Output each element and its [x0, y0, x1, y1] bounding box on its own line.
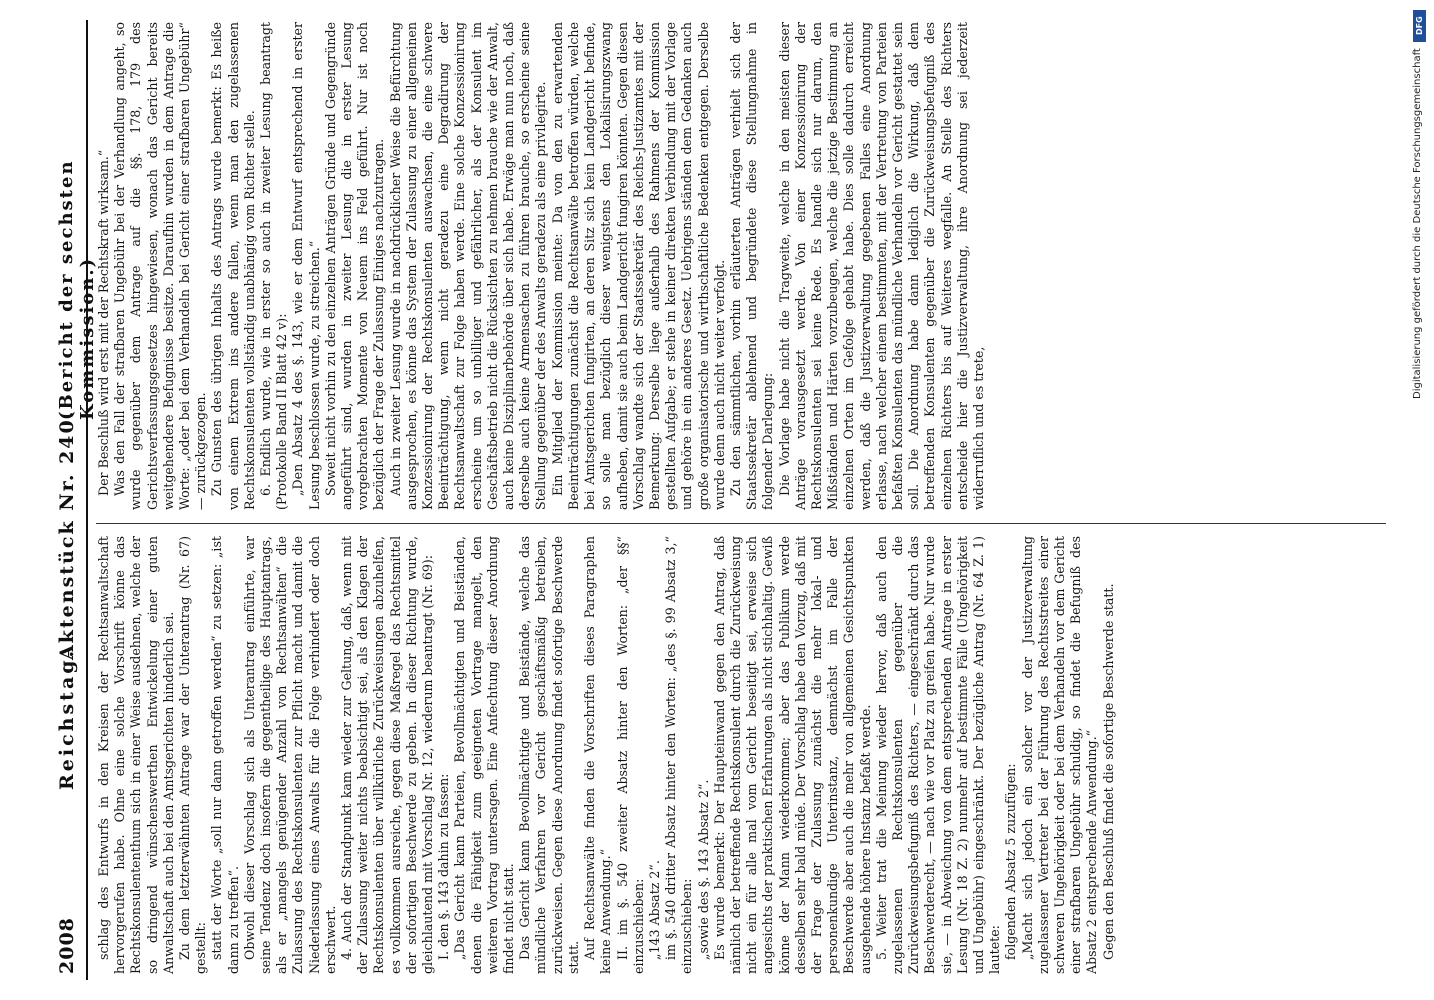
right-column-paragraph: Soweit nicht vorhin zu den einzelnen Anträgen Gründe und Gegengründe angeführt sind, wurden in zweiter Lesung die in erster Lesung vorgebrachten Momente von Neuem ins Feld geführt. Nur ist noch bezüglich der Frage der Zulassung Einiges nachzutragen.: [322, 22, 387, 510]
left-column-paragraph: schlag des Entwurfs in den Kreisen der Rechtsanwaltschaft hervorgerufen habe. Ohne eine solche Vorschrift könne das Rechtskonsulententhum sich in einer Weise ausdehnen, welche der so dringend wünschenswerthen Entwickelung einer guten Anwaltschaft auch bei den Amtsgerichten hinderlich sei.: [96, 536, 176, 974]
right-column-paragraph: 6. Endlich wurde, wie in erster so auch in zweiter Lesung beantragt (Protokolle Band II Blatt 42 v):: [258, 22, 290, 510]
left-column-paragraph: Auf Rechtsanwälte finden die Vorschriften dieses Paragraphen keine Anwendung.“: [582, 536, 614, 974]
right-column-paragraph: Zu Gunsten des übrigen Inhalts des Antrags wurde bemerkt: Es heiße von einem Extrem ins andere fallen, wenn man den zugelassenen Rechtskonsulenten vollständig unabhängig vom Richter stelle.: [209, 22, 257, 510]
left-column-paragraph: Obwohl dieser Vorschlag sich als Unterantrag einführte, war seine Tendenz doch insofern die gegentheilige des Hauptantrags, als er „mangels genügender Anzahl von Rechtsanwälten“ die Zulassung des Rechtskonsulenten zur Pflicht macht und damit die Niederlassung eines Anwalts für die Folge verhindert oder doch erschwert.: [241, 536, 338, 974]
header-document-number: Aktenstück Nr. 240.: [56, 409, 78, 660]
left-column-paragraph: Zu dem letzterwähnten Antrage war der Unterantrag (Nr. 67) gestellt:: [177, 536, 209, 974]
left-column-paragraph: „Das Gericht kann Parteien, Bevollmächtigten und Beiständen, denen die Fähigkeit zum geeigneten Vortrage mangelt, den weiteren Vortrag untersagen. Eine Anfechtung dieser Anordnung findet nicht statt.: [452, 536, 517, 974]
right-column-paragraph: Ein Mitglied der Kommission meinte: Da von den zu erwartenden Beeinträchtigungen zunächst die Rechtsanwälte betroffen würden, welche bei Amtsgerichten fungirten, an deren Sitz sich kein Landgericht befinde, so solle man bezüglich dieser wenigstens den Lokalisirungszwang aufheben, damit sie auch beim Landgericht fungiren könnten. Gegen diesen Vorschlag wandte sich der Staatssekretär des Reichs-Justizamtes mit der Bemerkung: Derselbe liege außerhalb des Rahmens der Kommission gestellten Aufgabe; er stehe in keiner direkten Verbindung mit der Vorlage und gehöre in ein anderes Gesetz. Uebrigens ständen dem Gedanken auch große organisatorische und wirthschaftliche Bedenken entgegen. Derselbe wurde denn auch nicht weiter verfolgt.: [549, 22, 727, 510]
text-column-left: [96, 536, 1396, 974]
credit-text: Digitalisierung gefördert durch die Deutsche Forschungsgemeinschaft: [1412, 48, 1423, 399]
left-column-paragraph: „143 Absatz 2“.: [646, 860, 662, 960]
right-column-paragraph: Was den Fall der strafbaren Ungebühr bei der Verhandlung angeht, so wurde gegenüber dem Antrage auf die §§. 178, 179 des Gerichtsverfassungsgesetzes hingewiesen, wonach das Gericht bereits weitgehendere Befugnisse besitze. Daraufhin wurden in dem Antrage die Worte: „oder bei dem Verhandeln bei Gericht einer strafbaren Ungebühr“ — zurückgezogen.: [112, 22, 209, 510]
dfg-logo: DFG: [1413, 10, 1426, 42]
document-sheet: [52, 20, 1412, 980]
right-column-paragraph: „Den Absatz 4 des §. 143, wie er dem Entwurf entsprechend in erster Lesung beschlossen wurde, zu streichen.“: [290, 22, 322, 510]
left-column-paragraph: Es wurde bemerkt: Der Haupteinwand gegen den Antrag, daß nämlich der betreffende Rechtskonsulent durch die Zurückweisung nicht ein für alle mal vom Gericht beseitigt sei, erweise sich angesichts der praktischen Erfahrungen als nicht stichhaltig. Gewiß könne der Mann wiederkommen; aber das Publikum werde desselben sehr bald müde. Der Vorschlag habe den Vorzug, daß mit der Frage der Zulassung zunächst die mehr lokal- und personenkundige Unterinstanz, demnächst im Falle der Beschwerde aber auch die mehr von allgemeinen Gesichtspunkten ausgehende höhere Instanz befaßt werde.: [711, 536, 873, 974]
page-number: 2008: [56, 917, 78, 974]
left-column-paragraph: folgenden Absatz 5 zuzufügen:: [1003, 763, 1019, 960]
column-divider: [96, 523, 1386, 524]
left-column-paragraph: Gegen den Beschluß findet die sofortige Beschwerde statt.: [1100, 583, 1116, 960]
left-column-paragraph: im §. 540 dritter Absatz hinter den Worten: „des §. 99 Absatz 3,“ einzuschieben:: [663, 536, 695, 974]
left-column-paragraph: I. den §. 143 dahin zu fassen:: [436, 773, 452, 960]
left-column-paragraph: 4. Auch der Standpunkt kam wieder zur Geltung, daß, wenn mit der Zulassung weiter nichts beabsichtigt sei, als den Klagen der Rechtskonsulenten über willkürliche Zurückweisungen abzuhelfen, es vollkommen ausreiche, gegen diese Maßregel das Rechtsmittel der sofortigen Beschwerde zu geben. In dieser Richtung wurde, gleichlautend mit Vorschlag Nr. 12, wiederum beantragt (Nr. 69):: [339, 536, 436, 974]
left-column-paragraph: „sowie des §. 143 Absatz 2“.: [695, 779, 711, 960]
left-column-paragraph: statt der Worte „soll nur dann getroffen werden“ zu setzen: „ist dann zu treffen“.: [209, 536, 241, 974]
header-body: Reichstag.: [56, 647, 78, 790]
right-column-paragraph: Zu den sämmtlichen, vorhin erläuterten Anträgen verhielt sich der Staatssekretär ablehnend und begründete diese Stellungnahme in folgender Darlegung:: [727, 22, 776, 510]
header-subtitle: (Bericht der sechsten Kommission.): [56, 159, 98, 420]
right-column-paragraph: Der Beschluß wird erst mit der Rechtskraft wirksam.“: [96, 149, 111, 496]
left-column-paragraph: II. im §. 540 zweiter Absatz hinter den Worten: „der §§“ einzuschieben:: [614, 536, 646, 974]
left-column-paragraph: Das Gericht kann Bevollmächtigte und Beistände, welche das mündliche Verfahren vor Gericht geschäftsmäßig betreiben, zurückweisen. Gegen diese Anordnung findet sofortige Beschwerde statt.: [517, 536, 581, 974]
right-column-paragraph: Auch in zweiter Lesung wurde in nachdrücklicher Weise die Befürchtung ausgesprochen, es könne das System der Zulassung zu einer allgemeinen Konzessionirung der Rechtskonsulenten auswachsen, die eine schwere Beeinträchtigung, wenn nicht geradezu eine Degradirung der Rechtsanwaltschaft zur Folge haben werde. Eine solche Konzessionirung erscheine um so unbilliger und gefährlicher, als der Konsulent im Geschäftsbetrieb nicht die Rücksichten zu nehmen brauche wie der Anwalt, auch keine Disziplinarbehörde über sich habe. Erwäge man nun noch, daß derselbe auch keine Armensachen zu führen brauche, so erscheine seine Stellung gegenüber der des Anwalts geradezu als eine privilegirte.: [387, 22, 549, 510]
left-column-paragraph: 5. Weiter trat die Meinung wieder hervor, daß auch den zugelassenen Rechtskonsulenten gegenüber die Zurückweisungsbefugniß des Richters, — eingeschränkt durch das Beschwerderecht, — nach wie vor Platz zu greifen habe. Nur wurde sie, — in Abweichung von dem entsprechenden Antrage in erster Lesung (Nr. 18 Z. 2) nunmehr auf bestimmte Fälle (Ungehörigkeit und Ungebühr) eingeschränkt. Der bezügliche Antrag (Nr. 64 Z. 1) lautete:: [873, 536, 1003, 974]
text-column-right: [96, 22, 1396, 510]
header-rule: [86, 20, 88, 980]
digitization-credit: [1411, 8, 1429, 992]
left-column-paragraph: „Macht sich jedoch ein solcher vor der Justizverwaltung zugelassener Vertreter bei der Führung des Rechtsstreites einer schweren Ungehörigkeit oder bei dem Verhandeln vor dem Gericht einer strafbaren Ungebühr schuldig, so findet die Befugniß des Absatz 2 entsprechende Anwendung.“: [1019, 536, 1100, 974]
running-header: [52, 20, 98, 980]
right-column-paragraph: Die Vorlage habe nicht die Tragweite, welche in den meisten dieser Anträge vorausgesetzt werde. Von einer Konzessionirung der Rechtskonsulenten sei keine Rede. Es handle sich nur darum, den Mißständen und Härten vorzubeugen, welche die jetzige Bestimmung an einzelnen Orten im Gefolge gehabt habe. Dies solle dadurch erreicht werden, daß die Justizverwaltung gegebenen Falles eine Anordnung erlasse, nach welcher einem bestimmten, mit der Vertretung von Parteien befaßten Konsulenten das mündliche Verhandeln vor Gericht gestattet sein soll. Die Anordnung habe dann lediglich die Wirkung, daß dem betreffenden Konsulenten gegenüber die Zurückweisungsbefugniß des einzelnen Richters bis auf Weiteres wegfalle. An Stelle des Richters entscheide hier die Justizverwaltung, ihre Anordnung sei jederzeit widerruflich und es trete,: [776, 22, 986, 510]
